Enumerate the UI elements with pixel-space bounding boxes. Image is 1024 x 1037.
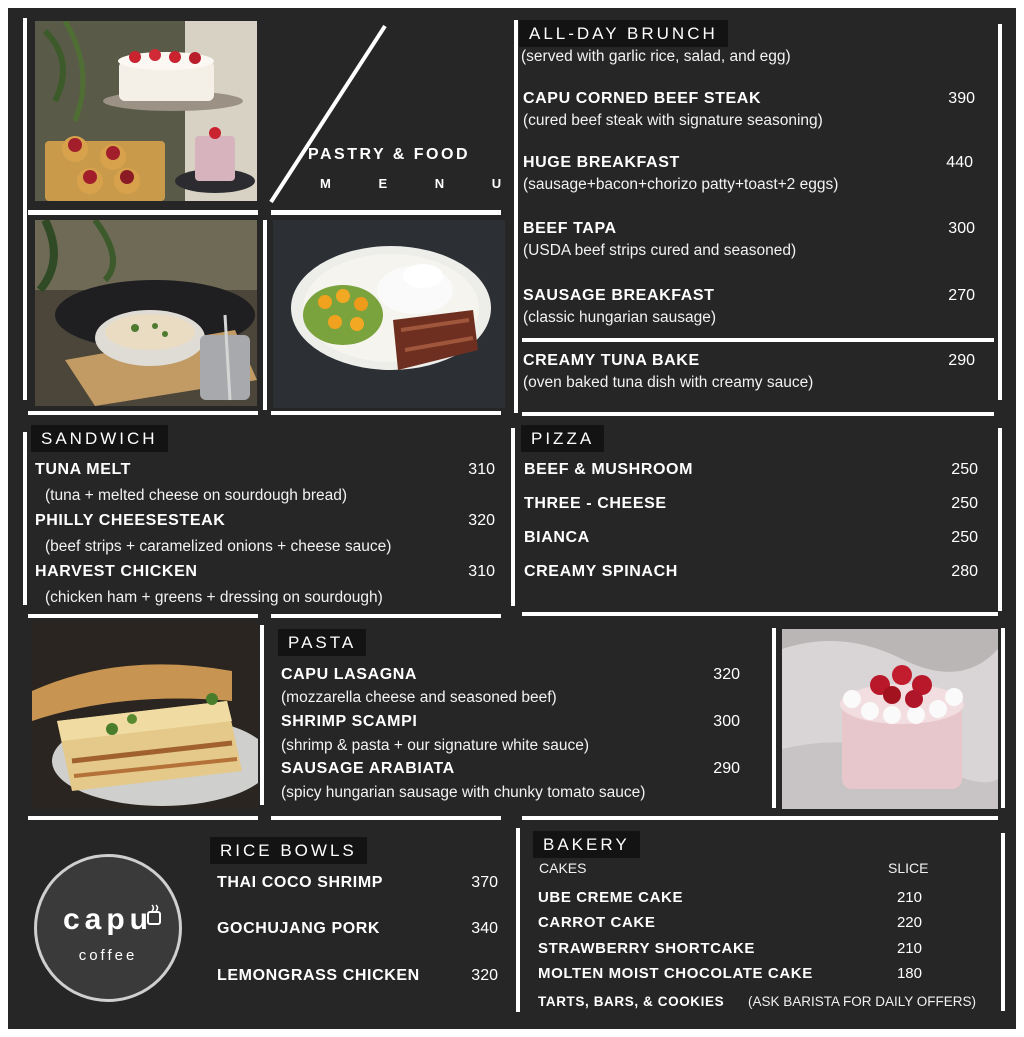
- sandwich-item-desc: (chicken ham + greens + dressing on sourdough): [45, 589, 383, 606]
- brunch-item-desc: (sausage+bacon+chorizo patty+toast+2 eggs): [523, 176, 839, 193]
- sandwich-item-price: 310: [468, 563, 495, 580]
- bakery-item-name: STRAWBERRY SHORTCAKE: [538, 940, 756, 957]
- divider-brunch-right-v: [998, 24, 1002, 400]
- sandwich-item-price: 320: [468, 512, 495, 529]
- pasta-item-desc: (shrimp & pasta + our signature white sauce): [281, 737, 589, 754]
- bakery-item-name: CARROT CAKE: [538, 914, 656, 931]
- divider-sandwich-right-v: [511, 428, 515, 606]
- rice-item-name: LEMONGRASS CHICKEN: [217, 967, 420, 984]
- divider-top-left-v: [23, 18, 27, 400]
- brunch-item-price: 300: [948, 220, 975, 237]
- divider-brunch-mid: [522, 338, 994, 342]
- pizza-item-name: CREAMY SPINACH: [524, 563, 678, 580]
- rice-item-price: 370: [471, 874, 498, 891]
- plate-meal-illustration: [273, 220, 505, 408]
- divider-under-pizza: [522, 612, 998, 616]
- brunch-item-price: 390: [948, 90, 975, 107]
- bakery-item-price: 220: [896, 914, 922, 931]
- capu-coffee-logo: [34, 854, 182, 1002]
- pasta-item-desc: (mozzarella cheese and seasoned beef): [281, 689, 557, 706]
- divider-under-sandwich-b: [271, 614, 501, 618]
- menu-title-line2: M E N U: [320, 176, 524, 191]
- rice-item-name: GOCHUJANG PORK: [217, 920, 381, 937]
- brunch-item-desc: (cured beef steak with signature seasoning): [523, 112, 823, 129]
- bakery-extra-note: (ASK BARISTA FOR DAILY OFFERS): [748, 994, 977, 1009]
- brunch-item-name: HUGE BREAKFAST: [523, 154, 680, 171]
- divider-bakery-left-v: [516, 828, 520, 1012]
- sandwich-item-name: PHILLY CHEESESTEAK: [35, 512, 226, 529]
- sandwich-item-name: TUNA MELT: [35, 461, 132, 478]
- cake-stand-illustration: [35, 21, 257, 201]
- divider-under-plate: [271, 411, 501, 415]
- section-header-rice: RICE BOWLS: [210, 837, 367, 864]
- divider-photo-col-v: [263, 220, 267, 410]
- section-header-brunch: ALL-DAY BRUNCH: [519, 20, 728, 47]
- divider-lasagna-v: [260, 625, 264, 805]
- pasta-item-name: CAPU LASAGNA: [281, 666, 418, 683]
- rice-item-name: THAI COCO SHRIMP: [217, 874, 384, 891]
- divider-cake-left-v: [772, 628, 776, 808]
- lasagna-illustration: [32, 621, 258, 809]
- photo-cake-stand: [35, 21, 257, 201]
- brunch-item-price: 440: [946, 154, 973, 171]
- photo-lasagna: [32, 621, 258, 809]
- logo-sub: coffee: [78, 947, 138, 964]
- bakery-col-cakes: CAKES: [539, 860, 587, 876]
- pizza-item-price: 280: [951, 563, 978, 580]
- section-header-sandwich: SANDWICH: [31, 425, 168, 452]
- divider-under-photo1: [28, 210, 258, 215]
- strawberry-cake-illustration: [782, 629, 998, 809]
- logo-brand: capu: [62, 903, 154, 936]
- photo-risotto: [35, 220, 257, 406]
- divider-sandwich-left-v: [23, 432, 27, 605]
- menu-board: [8, 8, 1016, 1029]
- rice-item-price: 320: [471, 967, 498, 984]
- pizza-item-price: 250: [951, 529, 978, 546]
- brunch-item-price: 290: [948, 352, 975, 369]
- brunch-item-name: BEEF TAPA: [523, 220, 617, 237]
- pasta-item-name: SHRIMP SCAMPI: [281, 713, 418, 730]
- menu-title: [308, 146, 524, 191]
- divider-under-pasta: [271, 816, 501, 820]
- sandwich-item-name: HARVEST CHICKEN: [35, 563, 198, 580]
- pizza-item-name: BEEF & MUSHROOM: [524, 461, 693, 478]
- menu-title-line1: PASTRY & FOOD: [308, 146, 470, 163]
- divider-under-brunch: [522, 412, 994, 416]
- pasta-item-name: SAUSAGE ARABIATA: [281, 760, 455, 777]
- brunch-item-name: SAUSAGE BREAKFAST: [523, 287, 715, 304]
- divider-under-title: [271, 210, 501, 215]
- bakery-item-name: UBE CREME CAKE: [538, 889, 684, 906]
- bakery-item-name: MOLTEN MOIST CHOCOLATE CAKE: [538, 965, 813, 982]
- coffee-cup-icon: [146, 903, 166, 927]
- sandwich-item-desc: (tuna + melted cheese on sourdough bread): [45, 487, 348, 504]
- pasta-item-desc: (spicy hungarian sausage with chunky tomato sauce): [281, 784, 646, 801]
- brunch-item-desc: (oven baked tuna dish with creamy sauce): [523, 374, 814, 391]
- pasta-item-price: 290: [713, 760, 740, 777]
- pizza-item-price: 250: [951, 461, 978, 478]
- divider-bakery-right-v: [1001, 833, 1005, 1011]
- photo-strawberry-cake: [782, 629, 998, 809]
- sandwich-item-desc: (beef strips + caramelized onions + cheese sauce): [45, 538, 392, 555]
- bakery-item-price: 210: [896, 889, 922, 906]
- bakery-item-price: 210: [896, 940, 922, 957]
- sandwich-item-price: 310: [468, 461, 495, 478]
- divider-cake-right-v: [1001, 628, 1005, 808]
- pasta-item-price: 300: [713, 713, 740, 730]
- photo-plate-meal: [273, 220, 505, 408]
- divider-pizza-right-v: [998, 428, 1002, 611]
- divider-under-pasta-b: [522, 816, 998, 820]
- section-header-pasta: PASTA: [278, 629, 366, 656]
- brunch-note: (served with garlic rice, salad, and egg): [521, 48, 791, 65]
- bakery-extra-name: TARTS, BARS, & COOKIES: [538, 994, 725, 1009]
- divider-under-lasagna: [28, 816, 258, 820]
- brunch-item-desc: (USDA beef strips cured and seasoned): [523, 242, 797, 259]
- divider-under-sandwich-a: [28, 614, 258, 618]
- pizza-item-name: BIANCA: [524, 529, 590, 546]
- risotto-illustration: [35, 220, 257, 406]
- brunch-item-name: CREAMY TUNA BAKE: [523, 352, 700, 369]
- section-header-pizza: PIZZA: [521, 425, 604, 452]
- brunch-item-desc: (classic hungarian sausage): [523, 309, 716, 326]
- section-header-bakery: BAKERY: [533, 831, 640, 858]
- divider-brunch-left-v: [514, 20, 518, 413]
- divider-under-photos: [28, 411, 258, 415]
- pizza-item-name: THREE - CHEESE: [524, 495, 667, 512]
- pizza-item-price: 250: [951, 495, 978, 512]
- brunch-item-name: CAPU CORNED BEEF STEAK: [523, 90, 762, 107]
- bakery-item-price: 180: [896, 965, 922, 982]
- pasta-item-price: 320: [713, 666, 740, 683]
- rice-item-price: 340: [471, 920, 498, 937]
- bakery-col-slice: SLICE: [888, 860, 929, 876]
- brunch-item-price: 270: [948, 287, 975, 304]
